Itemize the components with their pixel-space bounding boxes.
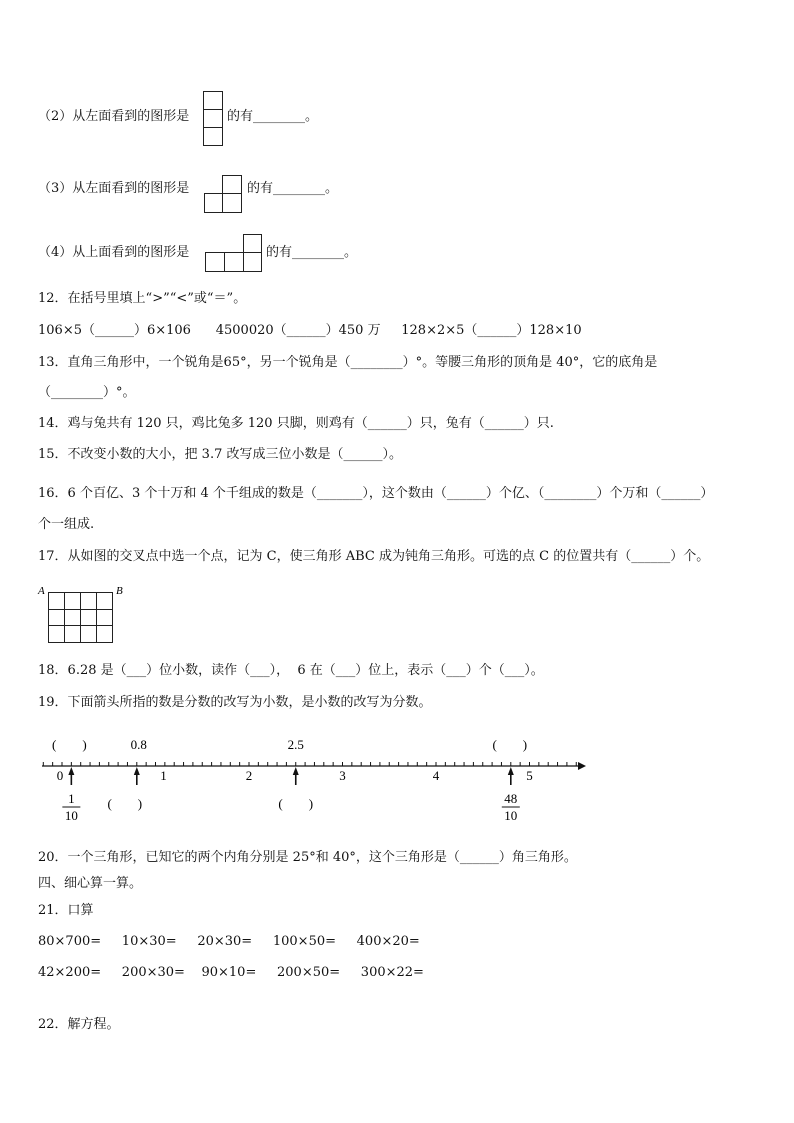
tick-label-4: 4 <box>432 768 440 783</box>
tick-label-5: 5 <box>526 768 533 783</box>
fraction-numerator: 1 <box>68 791 75 806</box>
pointer-arrow-icon <box>508 767 514 775</box>
q19-number-line <box>38 728 590 828</box>
pointer-arrow-icon <box>68 767 74 775</box>
q22-title: 22．解方程。 <box>38 1017 120 1032</box>
side-view-l-figure <box>204 175 242 213</box>
q13-line2: （________）°。 <box>38 385 136 400</box>
q14-line: 14．鸡与兔共有 120 只，鸡比兔多 120 只脚，则鸡有（______）只，兔有（______）只. <box>38 416 554 431</box>
fraction-numerator: 48 <box>504 791 518 806</box>
q13-line1: 13．直角三角形中，一个锐角是65°，另一个锐角是（________）°。等腰三角形的顶角是 40°，它的底角是 <box>38 355 658 370</box>
pointer-arrow-icon <box>134 767 140 775</box>
q15-line: 15．不改变小数的大小，把 3.7 改写成三位小数是（______）。 <box>38 447 402 462</box>
point-a-label: A <box>38 585 45 597</box>
q20-line: 20．一个三角形，已知它的两个内角分别是 25°和 40°，这个三角形是（______）角三角形。 <box>38 850 577 865</box>
q21-row2: 42×200= 200×30= 90×10= 200×50= 300×22= <box>38 965 424 980</box>
q11-item2-prefix: （2）从左面看到的图形是 <box>38 109 190 124</box>
q16-line1: 16．6 个百亿、3 个十万和 4 个千组成的数是（_______），这个数由（______）个亿、（________）个万和（______） <box>38 486 714 501</box>
q17-line: 17．从如图的交叉点中选一个点，记为 C，使三角形 ABC 成为钝角三角形。可选的点 C 的位置共有（______）个。 <box>38 549 710 564</box>
q19-line: 19．下面箭头所指的数是分数的改写为小数，是小数的改写为分数。 <box>38 695 432 710</box>
q17-grid-figure <box>36 582 126 646</box>
number-line-arrowhead <box>578 762 586 770</box>
q11-item3-suffix: 的有________。 <box>247 181 339 196</box>
fraction-denominator: 10 <box>64 808 78 823</box>
point-b-label: B <box>116 585 123 597</box>
top-label: 2.5 <box>287 737 304 752</box>
tick-label-0: 0 <box>56 768 64 783</box>
top-label: ( ) <box>52 737 87 752</box>
q11-item4-suffix: 的有________。 <box>266 245 358 260</box>
q12-title: 12．在括号里填上“>”“<”或“＝”。 <box>38 291 247 306</box>
bottom-blank: ( ) <box>107 796 143 811</box>
tick-label-1: 1 <box>160 768 167 783</box>
top-label: ( ) <box>492 737 528 752</box>
q16-line2: 个一组成. <box>38 517 95 532</box>
fraction-denominator: 10 <box>504 808 518 823</box>
bottom-blank: ( ) <box>278 796 314 811</box>
q21-title: 21．口算 <box>38 903 94 918</box>
q12-line: 106×5（______）6×106 4500020（______）450 万 128×2×5（______）128×10 <box>38 323 582 338</box>
top-label: 0.8 <box>130 737 147 752</box>
section4-title: 四、细心算一算。 <box>38 876 143 891</box>
side-view-vertical-figure <box>203 91 223 146</box>
tick-label-3: 3 <box>339 768 346 783</box>
q11-item3-prefix: （3）从左面看到的图形是 <box>38 181 190 196</box>
q11-item4-prefix: （4）从上面看到的图形是 <box>38 245 190 260</box>
pointer-arrow-icon <box>293 767 299 775</box>
top-view-figure <box>205 234 262 272</box>
q11-item2-suffix: 的有________。 <box>227 109 319 124</box>
q21-row1: 80×700= 10×30= 20×30= 100×50= 400×20= <box>38 934 420 949</box>
q18-line: 18．6.28 是（___）位小数，读作（___）， 6 在（___）位上，表示（___）个（___）。 <box>38 663 544 678</box>
tick-label-2: 2 <box>245 768 253 783</box>
